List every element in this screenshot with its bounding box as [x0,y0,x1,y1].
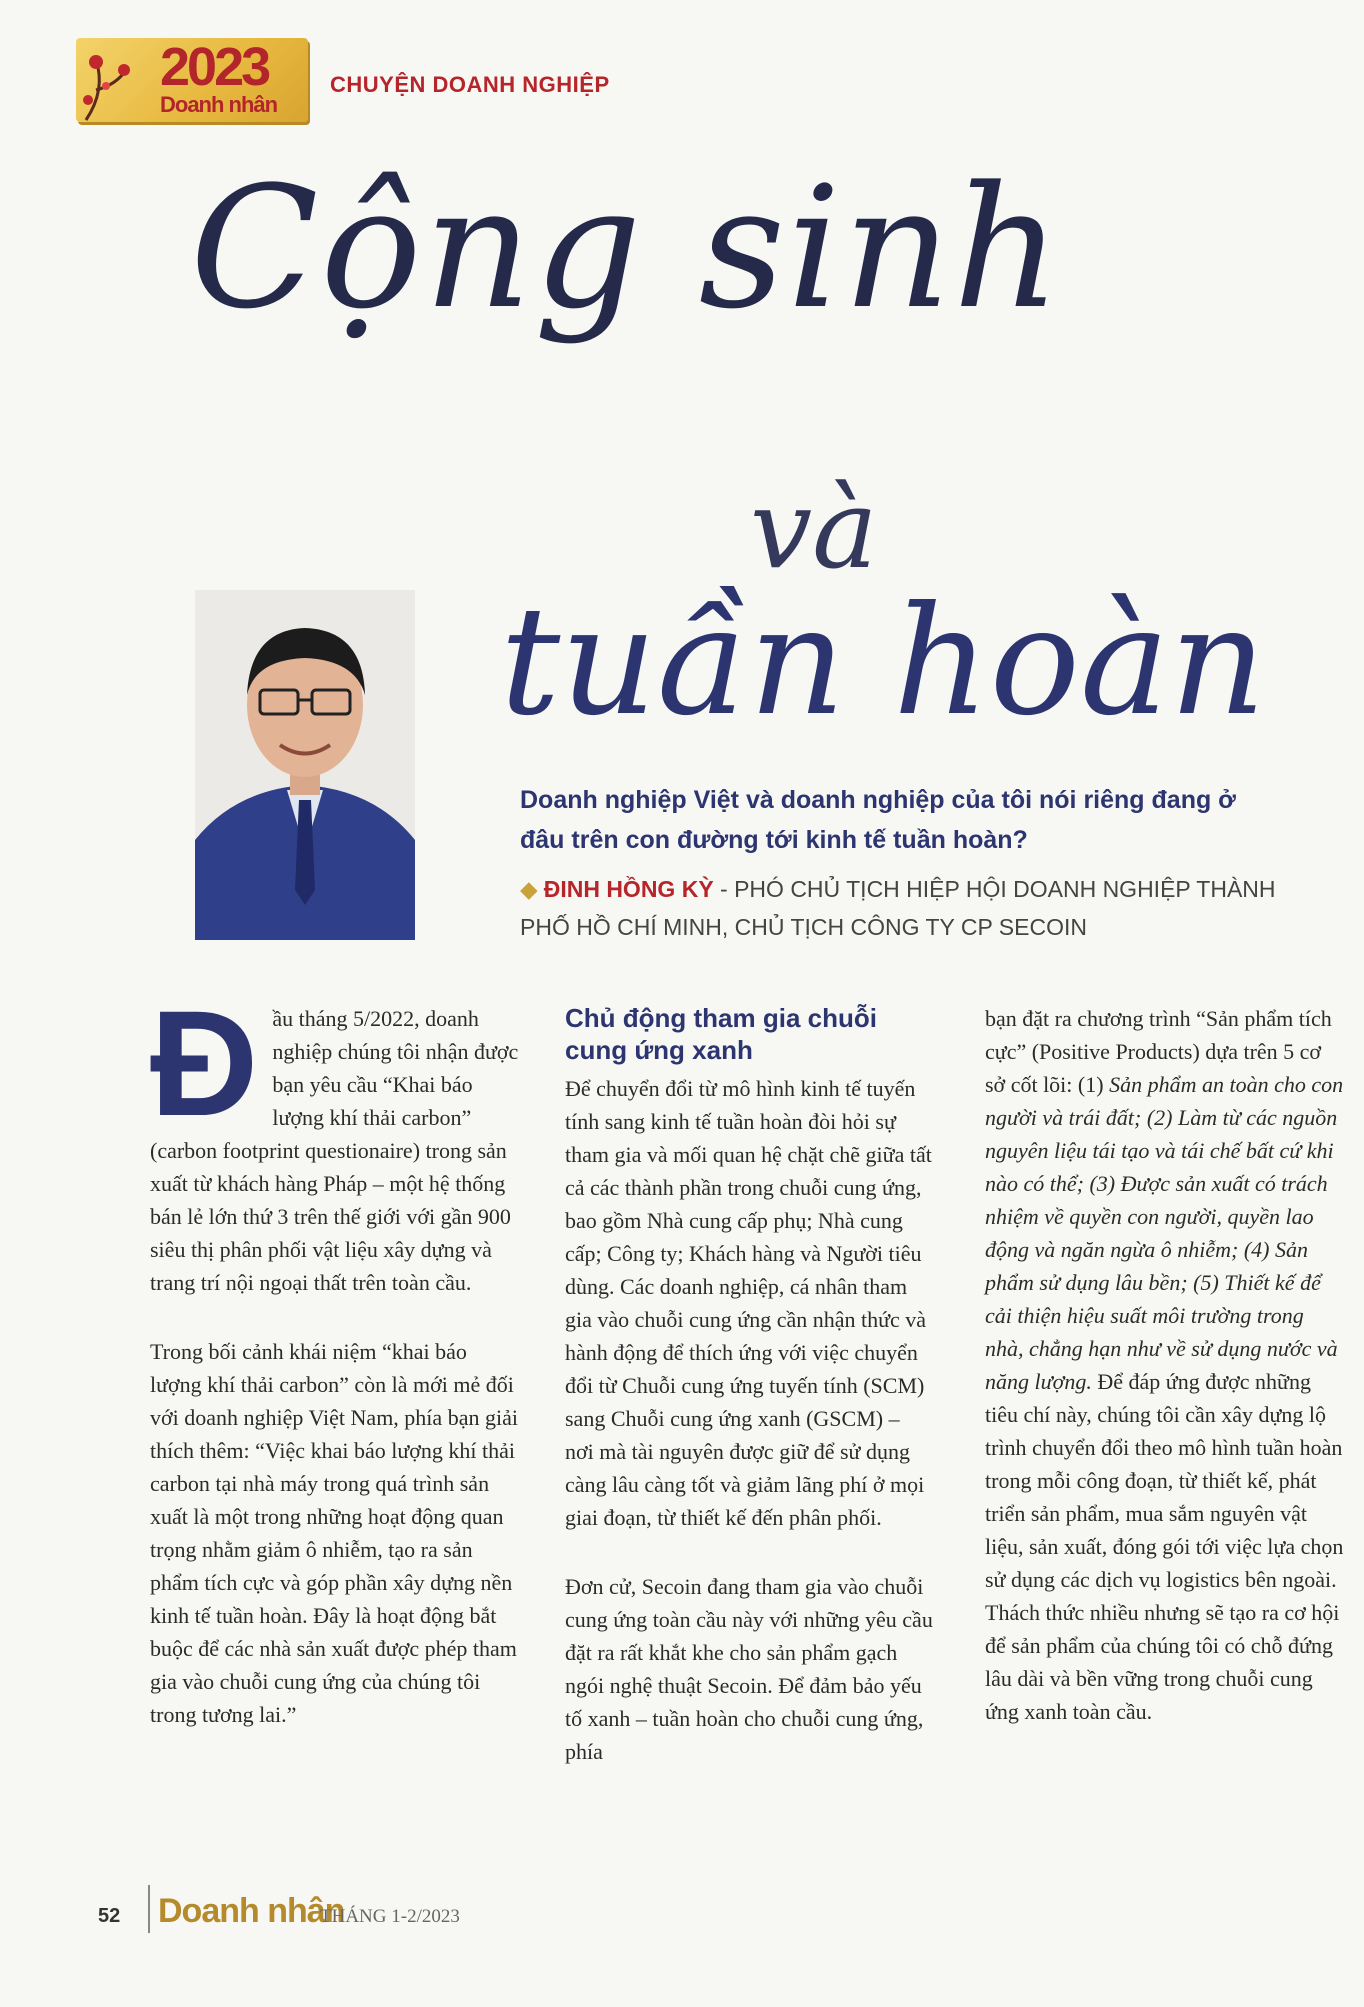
section-subheading: Chủ động tham gia chuỗi cung ứng xanh [565,1003,877,1065]
diamond-bullet-icon: ◆ [520,876,538,902]
footer-issue: THÁNG 1-2/2023 [320,1906,460,1927]
column-3 [985,1002,1345,1764]
column-2 [565,1002,933,1804]
column-1 [150,979,520,1767]
drop-cap: Đ [150,979,259,1147]
section-label: CHUYỆN DOANH NGHIỆP [330,72,610,97]
author-name: ĐINH HỒNG KỲ [543,876,714,902]
column-3-outro: Để đáp ứng được những tiêu chí này, chúng tôi cần xây dựng lộ trình chuyển đổi theo mô hình tuần hoàn trong mỗi công đoạn, từ thiết kế, phát triển sản phẩm, mua sắm nguyên vật liệu, sản xuất, đóng gói tới việc lựa chọn sử dụng các dịch vụ logistics bên ngoài. Thách thức nhiều nhưng sẽ tạo ra cơ hội để sản phẩm của chúng tôi có chỗ đứng lâu dài và bền vững trong chuỗi cung ứng xanh toàn cầu. [985,1369,1344,1724]
author-role: - PHÓ CHỦ TỊCH HIỆP HỘI DOANH NGHIỆP THÀNH PHỐ HỒ CHÍ MINH, CHỦ TỊCH CÔNG TY CP SECOIN [520,876,1276,940]
criterion-4: (4) Sản phẩm sử dụng lâu bền; [985,1237,1309,1295]
article-title-line-1: Cộng sinh [190,150,1064,346]
column-2-paragraph-2: Đơn cử, Secoin đang tham gia vào chuỗi cung ứng toàn cầu này với những yêu cầu đặt ra rất khắt khe cho sản phẩm gạch ngói nghệ thuật Secoin. Để đảm bảo yếu tố xanh – tuần hoàn cho chuỗi cung ứng, phía [565,1574,933,1764]
article-title-line-3: tuần hoàn [500,575,1267,749]
footer-divider [148,1885,150,1933]
page-number: 52 [98,1905,121,1927]
logo-brand: Doanh nhân [160,92,278,117]
criterion-5: (5) Thiết kế để cải thiện hiệu suất môi trường trong nhà, chẳng hạn như về sử dụng nước và năng lượng. [985,1270,1338,1394]
footer-brand: Doanh nhân [158,1892,345,1930]
criterion-3: (3) Được sản xuất có trách nhiệm về quyền con người, quyền lao động và ngăn ngừa ô nhiễm; [985,1171,1328,1262]
column-3-intro: bạn đặt ra chương trình “Sản phẩm tích cực” (Positive Products) dựa trên 5 cơ sở cốt lõi: (1) [985,1006,1332,1097]
article-lead: Doanh nghiệp Việt và doanh nghiệp của tôi nói riêng đang ở đâu trên con đường tới kinh tế tuần hoàn? [520,786,1236,854]
byline [520,870,1280,946]
article-title-line-2: và [750,465,878,593]
column-2-paragraph-1: Để chuyển đổi từ mô hình kinh tế tuyến tính sang kinh tế tuần hoàn đòi hỏi sự tham gia và mối quan hệ chặt chẽ giữa tất cả các thành phần trong chuỗi cung ứng, bao gồm Nhà cung cấp phụ; Nhà cung cấp; Công ty; Khách hàng và Người tiêu dùng. Các doanh nghiệp, cá nhân tham gia vào chuỗi cung ứng cần nhận thức và hành động để thích ứng với việc chuyển đổi từ Chuỗi cung ứng tuyến tính (SCM) sang Chuỗi cung ứng xanh (GSCM) – nơi mà tài nguyên được giữ để sử dụng càng lâu càng tốt và giảm lãng phí ở mọi giai đoạn, từ thiết kế đến phân phối. [565,1076,932,1530]
apricot-blossom-icon [76,40,166,130]
criterion-2: (2) Làm từ các nguồn nguyên liệu tái tạo và tái chế bất cứ khi nào có thể; [985,1105,1338,1196]
column-1-paragraph-2: Trong bối cảnh khái niệm “khai báo lượng khí thải carbon” còn là mới mẻ đối với doanh nghiệp Việt Nam, phía bạn giải thích thêm: “Việc khai báo lượng khí thải carbon tại nhà máy trong quá trình sản xuất là một trong những hoạt động quan trọng nhằm giảm ô nhiễm, tạo ra sản phẩm tích cực và góp phần xây dựng nền kinh tế tuần hoàn. Đây là hoạt động bắt buộc để các nhà sản xuất được phép tham gia vào chuỗi cung ứng của chúng tôi trong tương lai.” [150,1339,518,1727]
column-1-paragraph-1: ầu tháng 5/2022, doanh nghiệp chúng tôi nhận được bạn yêu cầu “Khai báo lượng khí thải carbon” (carbon footprint questionaire) trong sản xuất từ khách hàng Pháp – một hệ thống bán lẻ lớn thứ 3 trên thế giới với gần 900 siêu thị phân phối vật liệu xây dựng và trang trí nội ngoại thất trên toàn cầu. [150,1006,519,1295]
logo-year: 2023 [160,37,269,97]
author-portrait [195,590,415,940]
criterion-1: Sản phẩm an toàn cho con người và trái đất; [985,1072,1344,1130]
column-3-paragraph [985,1002,1345,1728]
